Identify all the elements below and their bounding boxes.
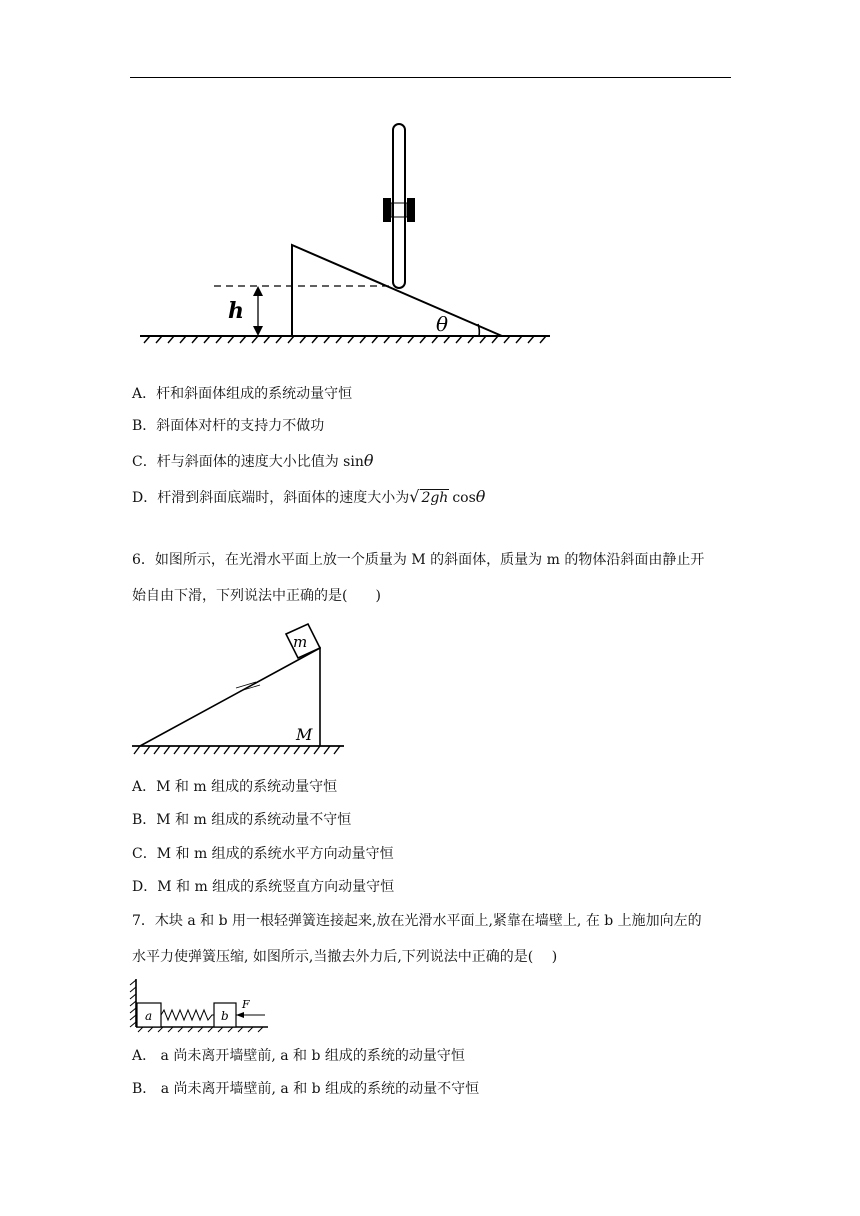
q7-stem-line1: 7．木块 a 和 b 用一根轻弹簧连接起来,放在光滑水平面上,紧靠在墙壁上, 在 b 上施加向左的 (132, 913, 702, 929)
q5-option-d-text: D．杆滑到斜面底端时，斜面体的速度大小为 (132, 490, 410, 506)
q6-option-b: B．M 和 m 组成的系统动量不守恒 (132, 812, 352, 828)
q5-option-a: A．杆和斜面体组成的系统动量守恒 (132, 386, 353, 402)
theta-label: θ (436, 312, 449, 336)
figure-block-on-incline (130, 618, 350, 760)
b-label: b (221, 1009, 229, 1023)
q6-option-a: A．M 和 m 组成的系统动量守恒 (132, 779, 338, 795)
q7-stem-line2: 水平力使弹簧压缩, 如图所示,当撤去外力后,下列说法中正确的是( ) (132, 949, 558, 965)
sqrt-2gh: 2gh (421, 490, 449, 506)
a-label: a (145, 1009, 153, 1023)
q6-stem-line1: 6．如图所示，在光滑水平面上放一个质量为 M 的斜面体，质量为 m 的物体沿斜面由静止开 (132, 552, 705, 568)
q7-option-b: B． a 尚未离开墙壁前, a 和 b 组成的系统的动量不守恒 (132, 1081, 480, 1097)
q5-option-c (132, 451, 373, 472)
figure-rod-on-wedge (130, 110, 560, 350)
cos-text: cos (452, 490, 476, 506)
M-label: M (296, 725, 313, 744)
F-label: F (242, 998, 250, 1011)
q6-option-d: D．M 和 m 组成的系统竖直方向动量守恒 (132, 879, 395, 895)
theta-symbol: θ (475, 487, 486, 506)
q7-option-a: A． a 尚未离开墙壁前, a 和 b 组成的系统的动量守恒 (132, 1048, 465, 1064)
header-rule (130, 77, 731, 78)
h-label: h (228, 298, 244, 324)
figure-spring-blocks (128, 975, 273, 1033)
q6-option-c: C．M 和 m 组成的系统水平方向动量守恒 (132, 846, 394, 862)
q6-stem (132, 542, 732, 614)
q6-stem-line2: 始自由下滑，下列说法中正确的是( ) (132, 588, 381, 604)
q7-stem (132, 903, 732, 975)
q5-option-b: B．斜面体对杆的支持力不做功 (132, 418, 325, 434)
theta-symbol: θ (363, 451, 374, 470)
q5-option-d: D．杆滑到斜面底端时，斜面体的速度大小为√ 2gh cosθ (132, 487, 486, 506)
q5-option-c-text: C．杆与斜面体的速度大小比值为 sin (132, 454, 364, 470)
m-label: m (293, 633, 308, 651)
